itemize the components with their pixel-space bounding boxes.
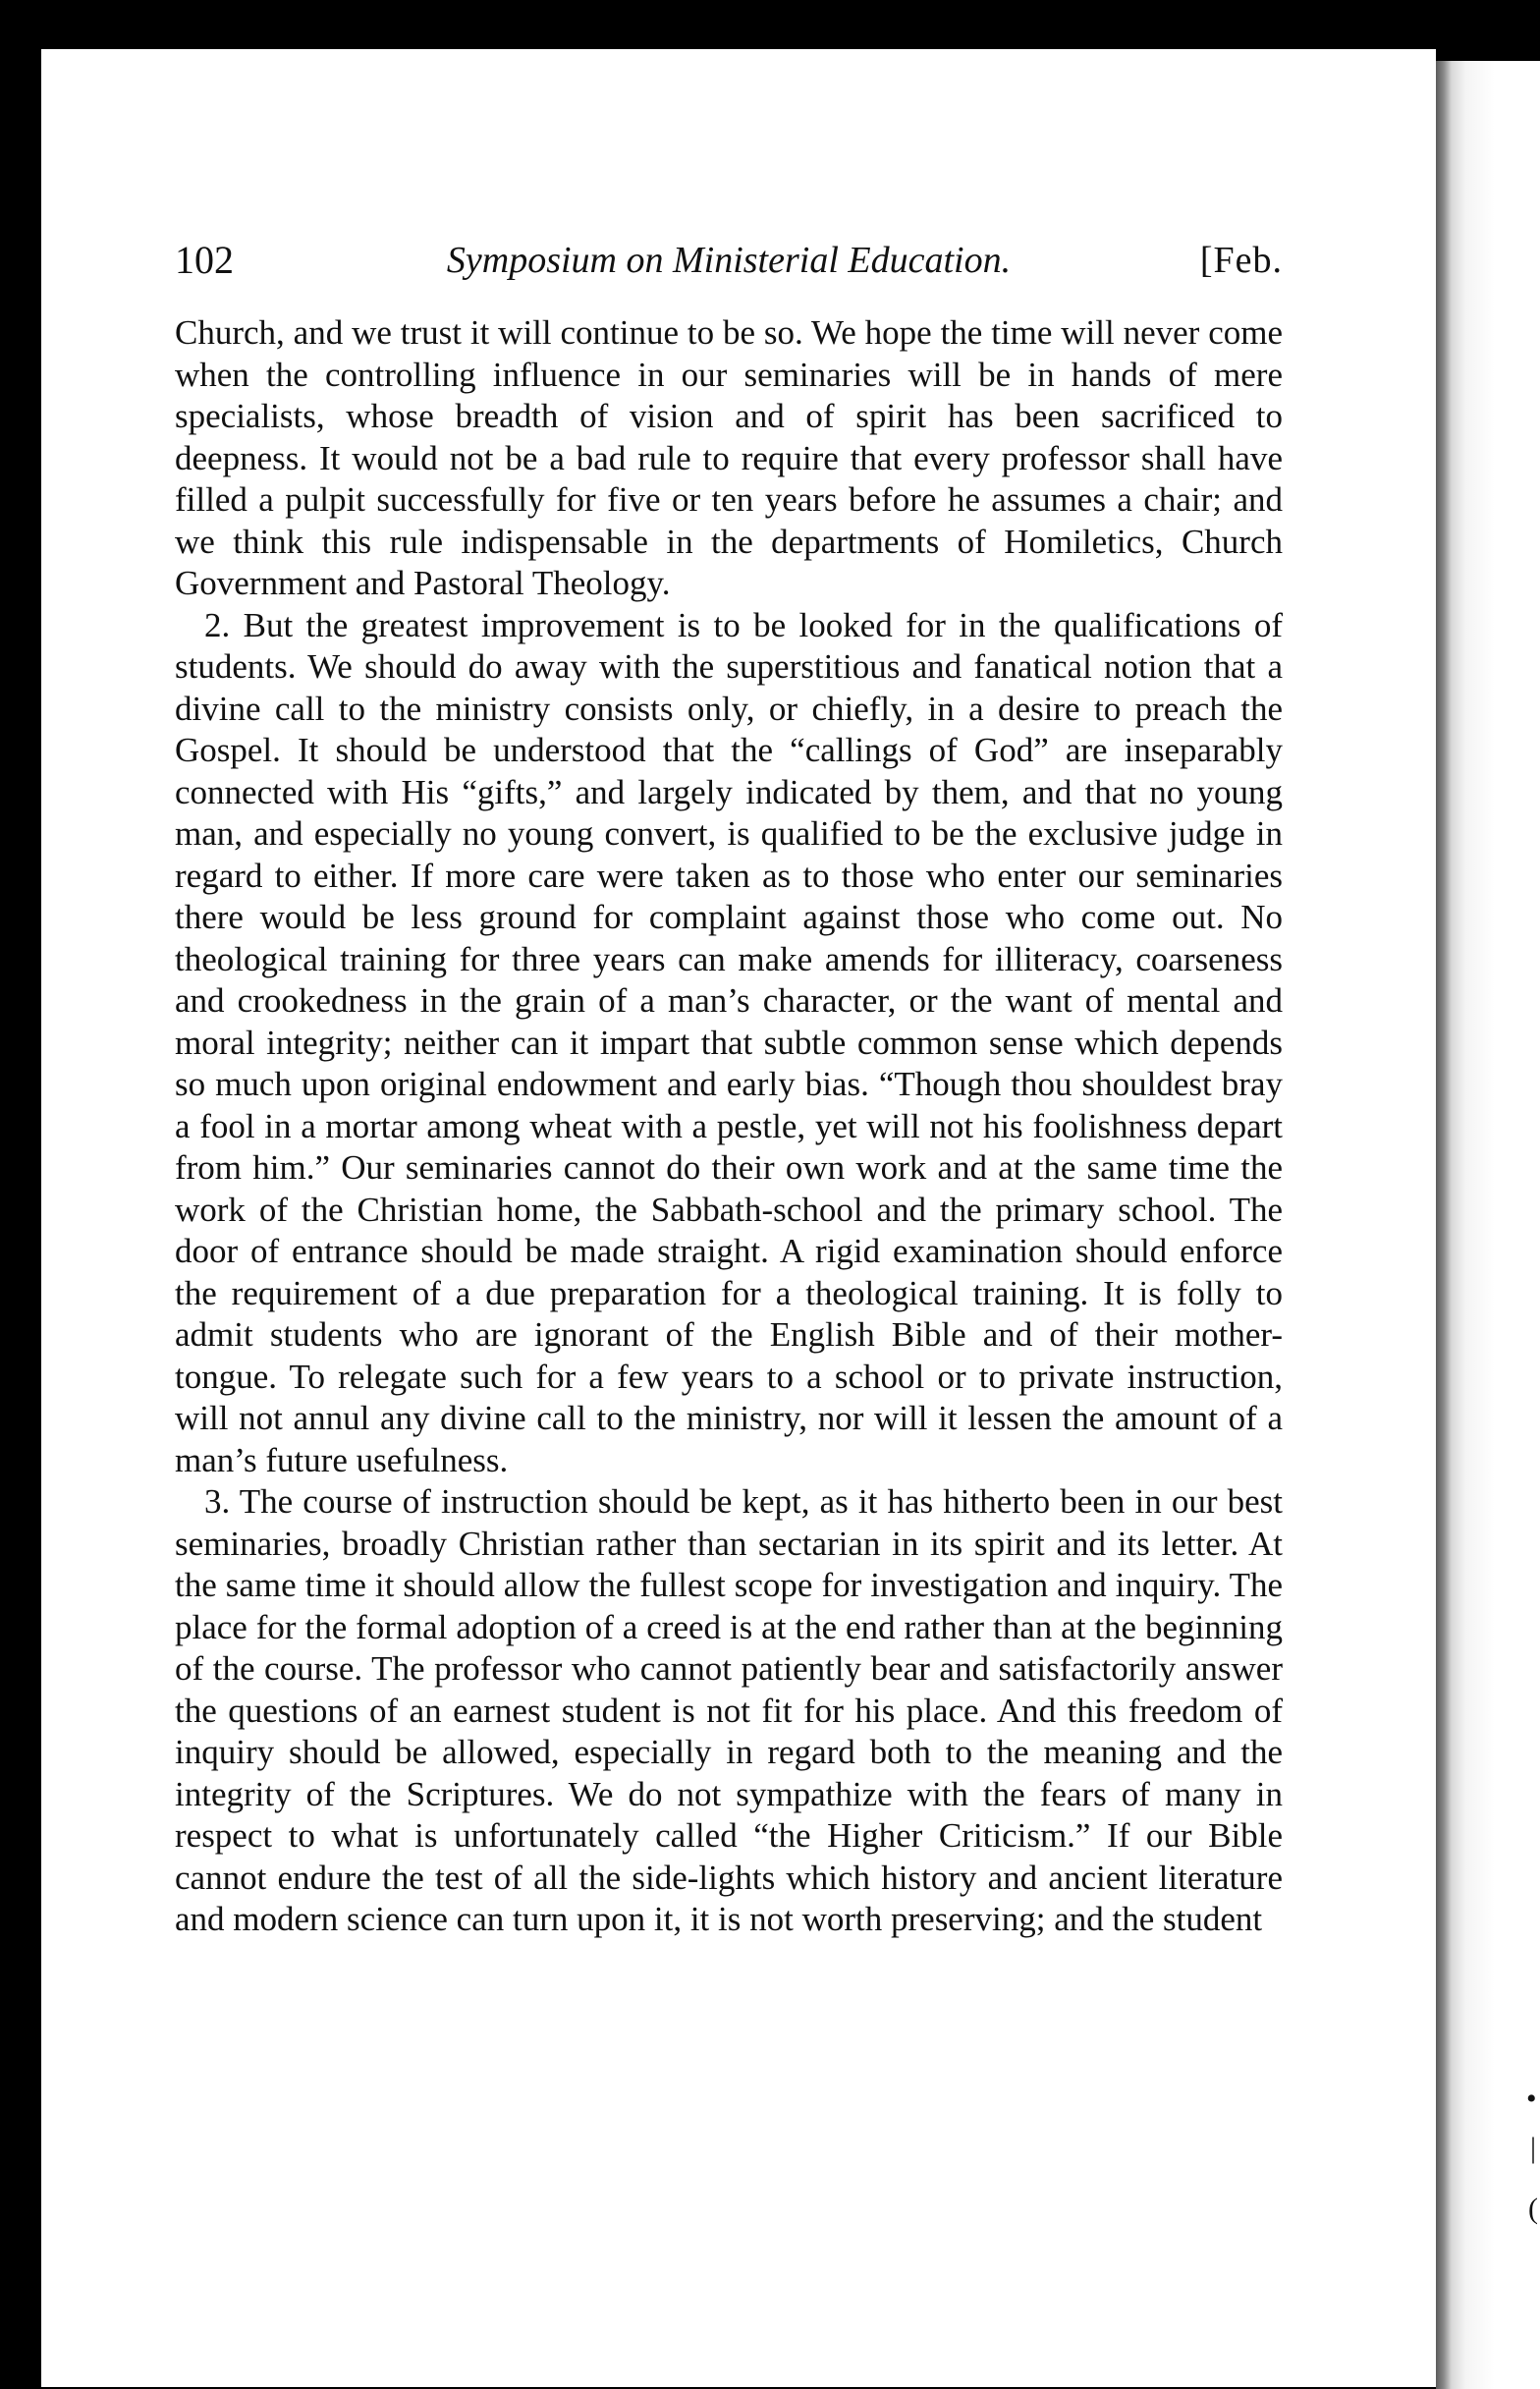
facing-page-edge: [1436, 61, 1540, 2389]
running-title: Symposium on Ministerial Education.: [446, 240, 1012, 281]
edge-ink-mark: |: [1530, 2132, 1537, 2164]
date-mark: [Feb.: [1199, 240, 1283, 281]
paragraph-2: 2. But the greatest improvement is to be looked for in the qualifications of students. We should do away with the superstitious and fanatical notion that a divine call to the ministry consists only, or chiefly, in a desire to preach the Gospel. It should be understood that the “callings of God” are inseparably connected with His “gifts,” and largely indicated by them, and that no young man, and especially no young convert, is qualified to be the exclusive judge in regard to either. If more care were taken as to those who enter our seminaries there would be less ground for complaint against those who come out. No theological training for three years can make amends for illiteracy, coarseness and crookedness in the grain of a man’s character, or the want of mental and moral integrity; neither can it impart that subtle common sense which depends so much upon original endowment and early bias. “Though thou shouldest bray a fool in a mortar among wheat with a pestle, yet will not his foolishness depart from him.” Our seminaries cannot do their own work and at the same time the work of the Christian home, the Sabbath-school and the primary school. The door of entrance should be made straight. A rigid examination should enforce the requirement of a due preparation for a theological training. It is folly to admit students who are ignorant of the English Bible and of their mother-tongue. To relegate such for a few years to a school or to private instruction, will not annul any divine call to the ministry, nor will it lessen the amount of a man’s future usefulness.: [175, 605, 1283, 1479]
edge-ink-mark: (: [1528, 2193, 1538, 2225]
paragraph-3: 3. The course of instruction should be kept, as it has hitherto been in our best seminaries, broadly Christian rather than sectarian in its spirit and its letter. At the same time it should allow the fullest scope for investigation and inquiry. The place for the formal adoption of a creed is at the end rather than at the beginning of the course. The professor who cannot patiently bear and satisfactorily answer the questions of an earnest student is not fit for his place. And this freedom of inquiry should be allowed, especially in regard both to the meaning and the integrity of the Scriptures. We do not sympathize with the fears of many in respect to what is unfortunately called “the Higher Criticism.” If our Bible cannot endure the test of all the side-lights which history and ancient literature and modern science can turn upon it, it is not worth preserving; and the student: [175, 1482, 1283, 1938]
edge-ink-mark: •: [1526, 2083, 1537, 2115]
paragraph-continuation: Church, and we trust it will continue to be so. We hope the time will never come when the controlling influence in our seminaries will be in hands of mere specialists, whose breadth of vision and of spirit has been sacrificed to deepness. It would not be a bad rule to require that every professor shall have filled a pulpit successfully for five or ten years before he assumes a chair; and we think this rule indispensable in the departments of Homiletics, Church Government and Pastoral Theology.: [175, 313, 1283, 602]
body-text: [175, 312, 1283, 1941]
page-number: 102: [175, 238, 234, 282]
running-head: [175, 238, 1283, 290]
